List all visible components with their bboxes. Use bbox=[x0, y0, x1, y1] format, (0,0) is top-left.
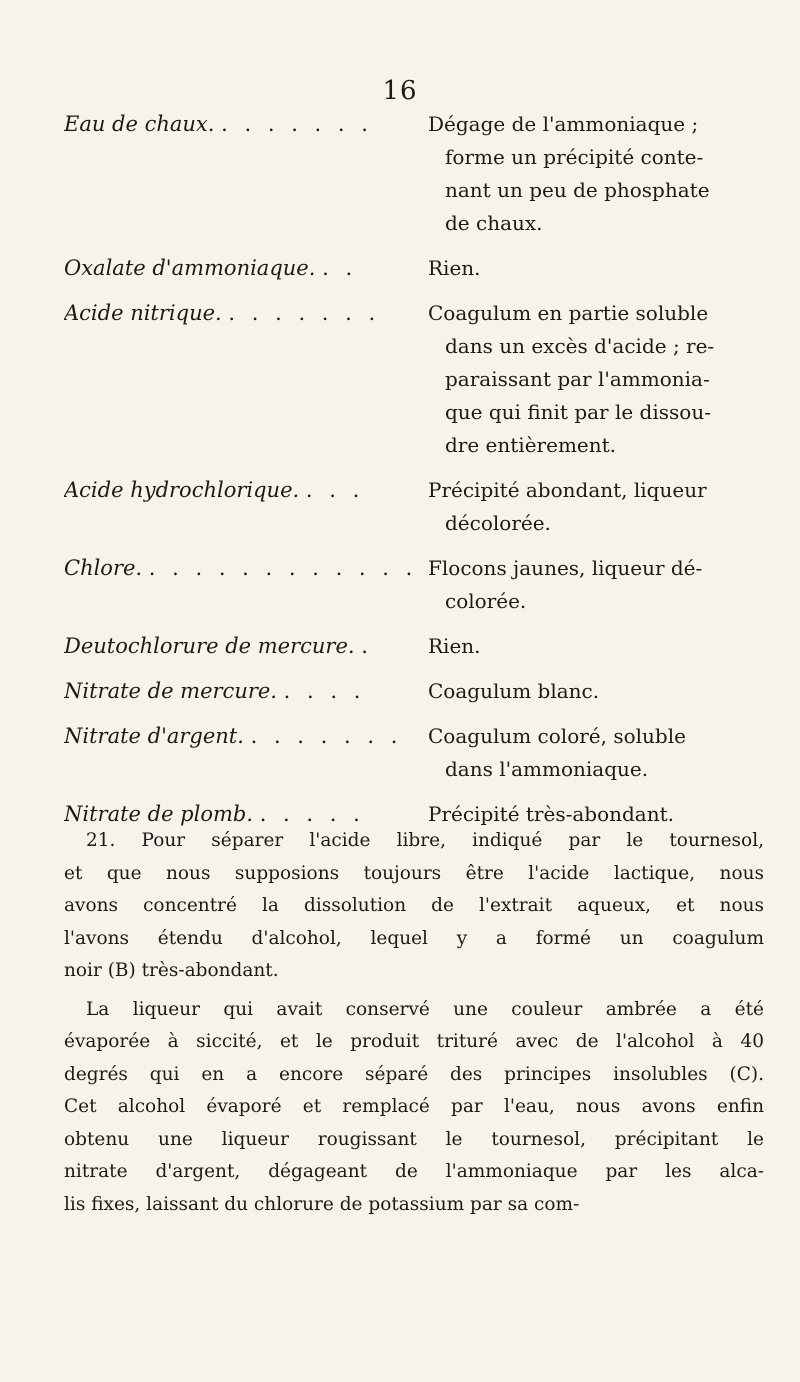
reagent-label bbox=[64, 297, 428, 330]
leader-dots: . . . bbox=[305, 478, 365, 502]
leader-dots: . . bbox=[322, 256, 358, 280]
leader-dots: . . . . . . . bbox=[228, 301, 381, 325]
reagent-name: Chlore. bbox=[64, 556, 143, 580]
result-line: forme un précipité conte- bbox=[445, 145, 704, 169]
result-line: Précipité très-abondant. bbox=[428, 802, 674, 826]
reagent-label bbox=[64, 252, 428, 285]
reagent-name: Deutochlorure de mercure. bbox=[64, 634, 355, 658]
reagent-result bbox=[428, 474, 764, 540]
reagent-name: Nitrate d'argent. bbox=[64, 724, 244, 748]
text-line: obtenu une liqueur rougissant le tournesol, précipitant le bbox=[64, 1128, 764, 1150]
result-line: Coagulum en partie soluble bbox=[428, 301, 709, 325]
reagent-name: Acide hydrochlorique. bbox=[64, 478, 300, 502]
text-line: 21. Pour séparer l'acide libre, indiqué par le tournesol, bbox=[86, 830, 764, 851]
reagent-label bbox=[64, 474, 428, 507]
result-line: Dégage de l'ammoniaque ; bbox=[428, 112, 699, 136]
reagent-name: Acide nitrique. bbox=[64, 301, 222, 325]
result-line: Coagulum blanc. bbox=[428, 679, 600, 703]
reagent-row bbox=[64, 552, 764, 618]
text-line: degrés qui en a encore séparé des principes insolubles (C). bbox=[64, 1063, 764, 1085]
reagent-result bbox=[428, 552, 764, 618]
text-line: noir (B) très-abondant. bbox=[64, 960, 279, 981]
result-line: Rien. bbox=[428, 634, 481, 658]
reagent-name: Eau de chaux. bbox=[64, 112, 215, 136]
reagent-row bbox=[64, 474, 764, 540]
text-line: avons concentré la dissolution de l'extrait aqueux, et nous bbox=[64, 895, 764, 916]
leader-dots: . . . . . . . bbox=[250, 724, 403, 748]
reagent-result bbox=[428, 108, 764, 240]
paragraph bbox=[64, 825, 764, 988]
reagent-label bbox=[64, 675, 428, 708]
result-line: colorée. bbox=[445, 589, 527, 613]
reagent-row bbox=[64, 297, 764, 462]
text-line: lis fixes, laissant du chlorure de potassium par sa com- bbox=[64, 1193, 580, 1215]
result-line: Précipité abondant, liqueur bbox=[428, 478, 707, 502]
result-line: nant un peu de phosphate bbox=[445, 178, 710, 202]
text-line: l'avons étendu d'alcohol, lequel y a formé un coagulum bbox=[64, 927, 764, 949]
paragraph bbox=[64, 994, 764, 1222]
leader-dots: . . . . bbox=[283, 679, 366, 703]
reagent-row bbox=[64, 108, 764, 240]
text-line: La liqueur qui avait conservé une couleur ambrée a été bbox=[86, 998, 764, 1020]
text-line: nitrate d'argent, dégageant de l'ammoniaque par les alca- bbox=[64, 1161, 764, 1182]
result-line: Coagulum coloré, soluble bbox=[428, 724, 686, 748]
reagent-label bbox=[64, 552, 428, 585]
leader-dots: . . . . . bbox=[259, 802, 365, 826]
result-line: dre entièrement. bbox=[445, 433, 617, 457]
reagent-label bbox=[64, 630, 428, 663]
reagent-label bbox=[64, 720, 428, 753]
reagent-row bbox=[64, 630, 764, 663]
text-line: et que nous supposions toujours être l'acide lactique, nous bbox=[64, 862, 764, 884]
result-line: Flocons jaunes, liqueur dé- bbox=[428, 556, 703, 580]
leader-dots: . . . . . . . . . . . . bbox=[148, 556, 418, 580]
text-line: Cet alcohol évaporé et remplacé par l'eau, nous avons enfin bbox=[64, 1096, 764, 1117]
text-line: évaporée à siccité, et le produit trituré avec de l'alcohol à 40 bbox=[64, 1031, 764, 1052]
reagent-label bbox=[64, 108, 428, 141]
reagent-name: Nitrate de plomb. bbox=[64, 802, 254, 826]
reagent-name: Nitrate de mercure. bbox=[64, 679, 277, 703]
reagent-row bbox=[64, 675, 764, 708]
reagent-result bbox=[428, 720, 764, 786]
reagent-row bbox=[64, 720, 764, 786]
reagent-result bbox=[428, 630, 764, 663]
result-line: paraissant par l'ammonia- bbox=[445, 367, 710, 391]
result-line: que qui finit par le dissou- bbox=[445, 400, 711, 424]
body-text bbox=[64, 825, 764, 1227]
page-number: 16 bbox=[382, 76, 418, 106]
reagent-result bbox=[428, 675, 764, 708]
reagent-table bbox=[64, 108, 764, 843]
reagent-row bbox=[64, 252, 764, 285]
reagent-result bbox=[428, 297, 764, 462]
leader-dots: . bbox=[361, 634, 373, 658]
result-line: de chaux. bbox=[445, 211, 543, 235]
leader-dots: . . . . . . . bbox=[221, 112, 373, 136]
result-line: dans un excès d'acide ; re- bbox=[445, 334, 715, 358]
reagent-name: Oxalate d'ammoniaque. bbox=[64, 256, 316, 280]
reagent-result bbox=[428, 252, 764, 285]
result-line: dans l'ammoniaque. bbox=[445, 757, 649, 781]
result-line: décolorée. bbox=[445, 511, 551, 535]
result-line: Rien. bbox=[428, 256, 481, 280]
